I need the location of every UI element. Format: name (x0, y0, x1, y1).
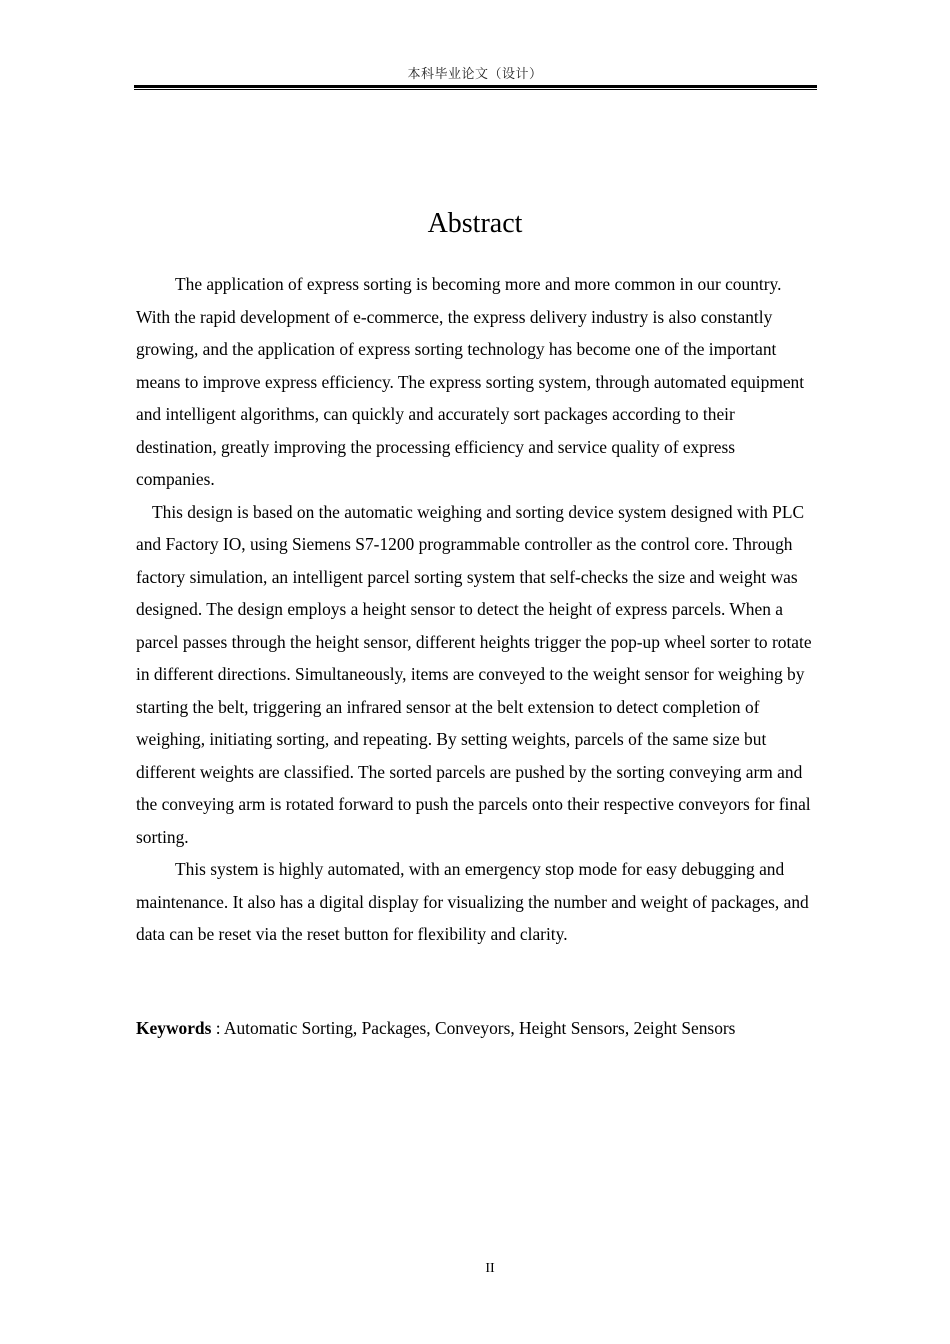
keywords-list: : Automatic Sorting, Packages, Conveyors, Height Sensors, 2eight Sensors (211, 1018, 736, 1038)
header-rule-thick (134, 85, 817, 88)
abstract-paragraph-1: The application of express sorting is becoming more and more common in our country. With the rapid development of e-commerce, the express delivery industry is also constantly growing, and the application of express sorting technology has become one of the important means to improve express efficiency. The express sorting system, through automated equipment and intelligent algorithms, can quickly and accurately sort packages according to their destination, greatly improving the processing efficiency and service quality of express companies. (136, 274, 805, 489)
abstract-body (136, 268, 816, 951)
page-number: II (485, 1261, 495, 1276)
running-header: 本科毕业论文（设计） (407, 67, 543, 82)
keywords-line (136, 1012, 816, 1044)
keywords-label: Keywords (136, 1018, 212, 1038)
abstract-title: Abstract (427, 208, 523, 239)
abstract-paragraph-3: This system is highly automated, with an emergency stop mode for easy debugging and maintenance. It also has a digital display for visualizing the number and weight of packages, and data can be reset via the reset button for flexibility and clarity. (136, 859, 809, 944)
header-rule-thin (134, 89, 817, 90)
abstract-paragraph-2: This design is based on the automatic weighing and sorting device system designed with PLC and Factory IO, using Siemens S7-1200 programmable controller as the control core. Through factory simulation, an intelligent parcel sorting system that self-checks the size and weight was designed. The design employs a height sensor to detect the height of express parcels. When a parcel passes through the height sensor, different heights trigger the pop-up wheel sorter to rotate in different directions. Simultaneously, items are conveyed to the weight sensor for weighing by starting the belt, triggering an infrared sensor at the belt extension to detect completion of weighing, initiating sorting, and repeating. By setting weights, parcels of the same size but different weights are classified. The sorted parcels are pushed by the sorting conveying arm and the conveying arm is rotated forward to push the parcels onto their respective conveyors for final sorting. (136, 501, 812, 847)
